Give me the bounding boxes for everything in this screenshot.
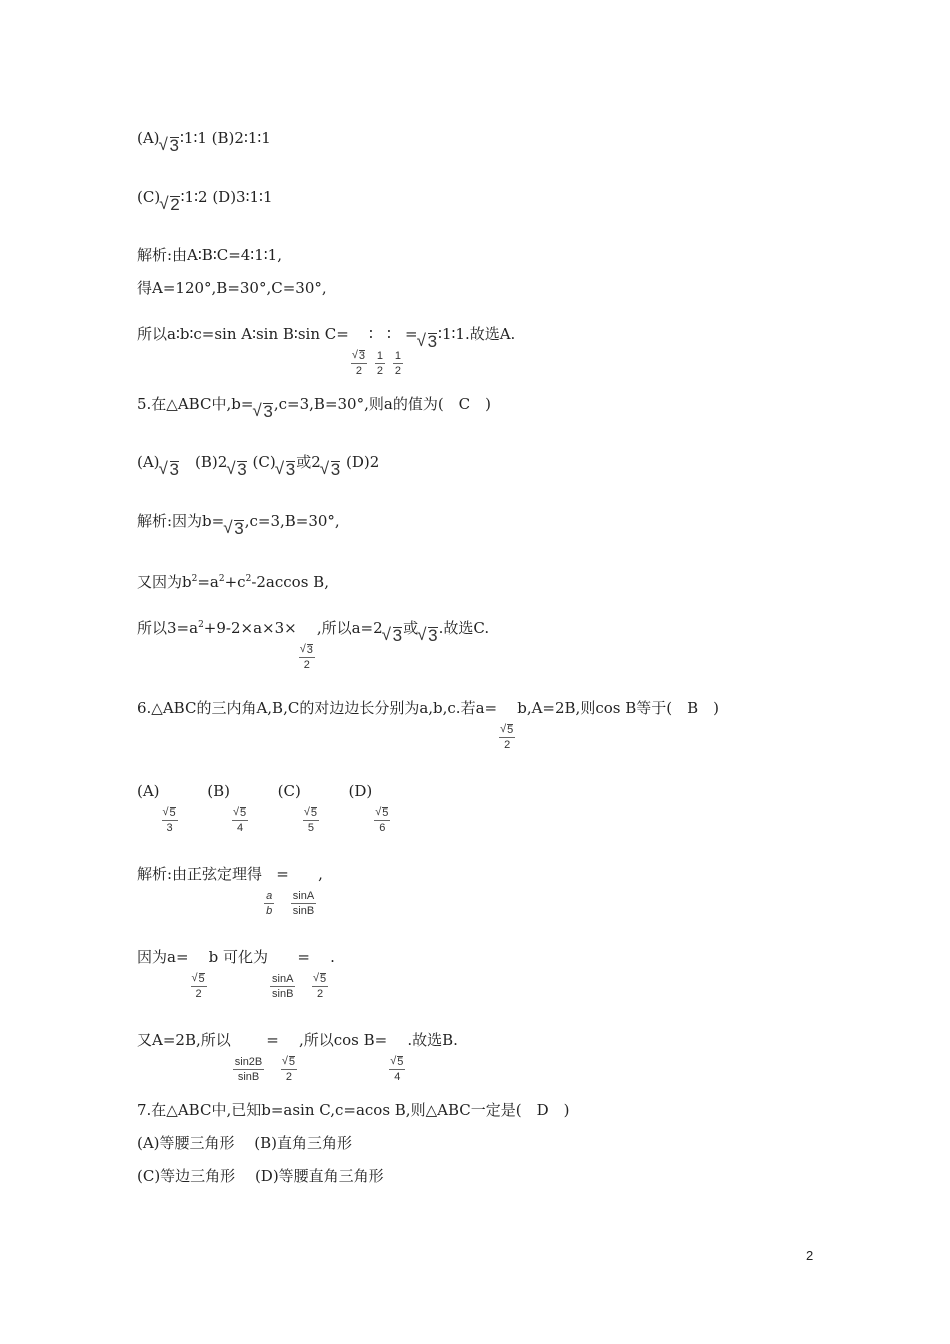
superscript: 2 bbox=[191, 574, 198, 584]
q4-option-a-b-text: ∶1∶1 (B)2∶1∶1 bbox=[180, 129, 271, 147]
sqrt-symbol: √ 3 bbox=[225, 519, 243, 539]
sqrt-symbol: √ 3 bbox=[353, 349, 365, 363]
q6-solution-text: 解析:由正弦定理得 bbox=[137, 865, 263, 883]
sqrt-symbol: √ 5 bbox=[234, 806, 246, 820]
q4-options-line-2 bbox=[137, 187, 273, 215]
q5-solution-text: ,所以a=2 bbox=[316, 619, 383, 637]
q5-solution-line-3 bbox=[137, 615, 489, 672]
q6-solution-text: 又A=2B,所以 bbox=[137, 1031, 231, 1049]
q5-options bbox=[137, 452, 379, 480]
superscript: 2 bbox=[198, 620, 204, 630]
q7-stem: 7.在△ABC中,已知b=asin C,c=acos B,则△ABC一定是( D ) bbox=[137, 1101, 570, 1119]
q5-solution-text: 或 bbox=[403, 619, 419, 637]
q5-solution-text: -2accos B, bbox=[251, 573, 329, 591]
fraction-denominator: 4 bbox=[394, 1071, 401, 1083]
sqrt-symbol: √ 3 bbox=[228, 460, 246, 480]
q6-solution-text: , bbox=[318, 865, 323, 883]
q6-solution-text: b 可化为 bbox=[208, 948, 269, 966]
q5-option-a-label: (A) bbox=[137, 453, 160, 471]
fraction bbox=[393, 349, 403, 378]
q6-solution-line-2 bbox=[137, 947, 335, 1001]
fraction-denominator: sinB bbox=[272, 988, 294, 1000]
fraction bbox=[312, 972, 328, 1001]
q5-stem-text-end: ,c=3,B=30°,则a的值为( C ) bbox=[273, 395, 491, 413]
sqrt-symbol: √ 5 bbox=[391, 1055, 403, 1069]
q5-solution-text: 所以3=a bbox=[137, 619, 199, 637]
q4-solution-text: 所以a∶b∶c=sin A∶sin B∶sin C= bbox=[137, 325, 349, 343]
fraction-denominator: 4 bbox=[236, 822, 244, 834]
q6-options bbox=[137, 781, 392, 835]
q4-option-a-label: (A) bbox=[137, 129, 160, 147]
fraction-denominator: 3 bbox=[166, 822, 173, 834]
q5-solution-line-2 bbox=[137, 569, 329, 592]
q4-solution-line-1: 解析:由A∶B∶C=4∶1∶1, bbox=[137, 246, 282, 264]
q5-solution-text: 又因为b bbox=[137, 573, 192, 591]
sqrt-symbol: √ 3 bbox=[161, 136, 179, 156]
q6-solution-line-3 bbox=[137, 1030, 458, 1084]
q6-option-d-label: (D) bbox=[348, 782, 373, 800]
fraction-denominator: 5 bbox=[307, 822, 314, 834]
fraction bbox=[303, 806, 319, 835]
q7-options-line-1: (A)等腰三角形 (B)直角三角形 bbox=[137, 1134, 353, 1152]
fraction-denominator: 2 bbox=[504, 739, 511, 751]
q4-option-c-label: (C) bbox=[137, 188, 161, 206]
fraction bbox=[233, 1055, 265, 1084]
fraction-numerator: 1 bbox=[376, 350, 383, 362]
fraction-denominator: 2 bbox=[376, 365, 383, 377]
sqrt-symbol: √ 2 bbox=[161, 195, 179, 215]
q5-stem bbox=[137, 394, 491, 422]
q6-solution-conclusion: .故选B. bbox=[407, 1031, 458, 1049]
equals-sign: = bbox=[276, 865, 289, 883]
q5-option-b-label: (B)2 bbox=[180, 453, 228, 471]
fraction bbox=[162, 806, 178, 835]
fraction bbox=[375, 349, 385, 378]
ratio-separator: ∶ bbox=[386, 325, 391, 343]
fraction-denominator: sinB bbox=[237, 1071, 260, 1083]
equals-sign: = bbox=[266, 1031, 279, 1049]
fraction-denominator: b bbox=[266, 905, 273, 917]
q5-solution-line-1 bbox=[137, 511, 340, 539]
q6-option-b-label: (B) bbox=[207, 782, 230, 800]
fraction-numerator: 1 bbox=[394, 350, 401, 362]
fraction bbox=[389, 1055, 405, 1084]
sqrt-symbol: √ 5 bbox=[283, 1055, 295, 1069]
sqrt-symbol: √ 5 bbox=[305, 806, 317, 820]
sqrt-symbol: √ 5 bbox=[376, 806, 388, 820]
q6-solution-text: 因为a= bbox=[137, 948, 189, 966]
fraction-denominator: 2 bbox=[195, 988, 202, 1000]
q5-solution-text: +9-2×a×3× bbox=[203, 619, 297, 637]
fraction-numerator: a bbox=[266, 890, 273, 902]
q4-options-line-1 bbox=[137, 128, 271, 156]
equals-sign: = bbox=[297, 948, 310, 966]
q4-solution-line-2: 得A=120°,B=30°,C=30°, bbox=[137, 279, 327, 297]
q6-solution-line-1 bbox=[137, 864, 323, 918]
fraction bbox=[499, 723, 515, 752]
q5-solution-text-end: ,c=3,B=30°, bbox=[244, 512, 340, 530]
fraction bbox=[232, 806, 248, 835]
sqrt-symbol: √ 3 bbox=[419, 332, 437, 352]
ratio-separator: ∶ bbox=[368, 325, 373, 343]
sqrt-symbol: √ 3 bbox=[161, 460, 179, 480]
sqrt-symbol: √ 3 bbox=[301, 643, 313, 657]
fraction-numerator: sin2B bbox=[234, 1056, 263, 1068]
sqrt-symbol: √ 3 bbox=[277, 460, 295, 480]
q5-solution-conclusion: .故选C. bbox=[438, 619, 490, 637]
q7-options-line-2: (C)等边三角形 (D)等腰直角三角形 bbox=[137, 1167, 384, 1185]
q5-option-c-or: 或2 bbox=[296, 453, 321, 471]
fraction-denominator: 2 bbox=[394, 365, 401, 377]
equals-sign: = bbox=[405, 325, 418, 343]
fraction-denominator: 6 bbox=[379, 822, 386, 834]
q6-solution-text: ,所以cos B= bbox=[298, 1031, 388, 1049]
fraction bbox=[270, 972, 295, 1001]
q6-option-a-label: (A) bbox=[137, 782, 160, 800]
fraction bbox=[351, 349, 367, 378]
page-number: 2 bbox=[806, 1248, 814, 1263]
fraction bbox=[191, 972, 207, 1001]
q5-solution-text: 解析:因为b= bbox=[137, 512, 225, 530]
sqrt-symbol: √ 3 bbox=[384, 626, 402, 646]
sqrt-symbol: √ 5 bbox=[193, 972, 205, 986]
fraction bbox=[299, 643, 315, 672]
q6-stem-text-end: b,A=2B,则cos B等于( B ) bbox=[517, 699, 719, 717]
q6-option-c-label: (C) bbox=[277, 782, 301, 800]
fraction-denominator: 2 bbox=[285, 1071, 292, 1083]
sqrt-symbol: √ 3 bbox=[254, 402, 272, 422]
fraction bbox=[374, 806, 390, 835]
q5-option-d-label: (D)2 bbox=[341, 453, 380, 471]
sqrt-symbol: √ 5 bbox=[314, 972, 326, 986]
superscript: 2 bbox=[245, 574, 252, 584]
sqrt-symbol: √ 3 bbox=[419, 626, 437, 646]
q5-solution-text: +c bbox=[224, 573, 246, 591]
q4-solution-conclusion: ∶1∶1.故选A. bbox=[438, 325, 516, 343]
fraction-numerator: sinA bbox=[272, 973, 294, 985]
fraction-denominator: 2 bbox=[303, 659, 310, 671]
q6-stem bbox=[137, 698, 719, 752]
fraction bbox=[291, 889, 316, 918]
superscript: 2 bbox=[218, 574, 225, 584]
q4-option-c-d-text: ∶1∶2 (D)3∶1∶1 bbox=[180, 188, 273, 206]
q5-stem-text: 5.在△ABC中,b= bbox=[137, 395, 254, 413]
fraction-numerator: sinA bbox=[292, 890, 315, 902]
q6-stem-text: 6.△ABC的三内角A,B,C的对边边长分别为a,b,c.若a= bbox=[137, 699, 498, 717]
q5-option-c-label: (C) bbox=[247, 453, 276, 471]
fraction-denominator: sinB bbox=[292, 905, 315, 917]
q6-solution-text: . bbox=[330, 948, 335, 966]
fraction-denominator: 2 bbox=[317, 988, 324, 1000]
fraction bbox=[264, 889, 274, 918]
sqrt-symbol: √ 3 bbox=[322, 460, 340, 480]
sqrt-symbol: √ 5 bbox=[501, 723, 513, 737]
q5-solution-text: =a bbox=[197, 573, 219, 591]
q4-solution-line-3 bbox=[137, 324, 515, 378]
fraction-denominator: 2 bbox=[355, 365, 362, 377]
sqrt-symbol: √ 5 bbox=[164, 806, 176, 820]
fraction bbox=[281, 1055, 297, 1084]
